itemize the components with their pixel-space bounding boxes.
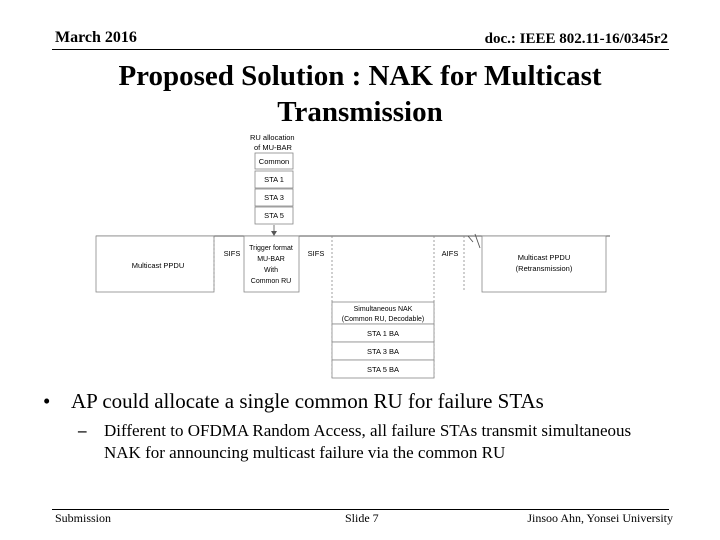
nak-header-line-2: (Common RU, Decodable): [341, 316, 425, 323]
ru-label-sta1: STA 1: [264, 175, 284, 184]
trigger-line-2: MU-BAR: [257, 256, 285, 263]
ru-allocation-label-2: of MU-BAR: [254, 143, 292, 152]
sifs1-label: SIFS: [223, 249, 241, 258]
footer-slide-number: Slide 7: [345, 511, 379, 525]
ru-label-sta5: STA 5: [264, 211, 284, 220]
nak-timing-diagram: [92, 128, 612, 384]
nak-row-sta3-label: STA 3 BA: [367, 347, 399, 356]
sub-bullet-dash-icon: –: [78, 421, 87, 440]
trigger-line-1: Trigger format: [249, 245, 293, 252]
header-date: March 2016: [55, 29, 137, 46]
slide-title-line-2: Transmission: [277, 96, 443, 128]
retransmission-line-1: Multicast PPDU: [517, 253, 571, 262]
footer-submission: Submission: [55, 511, 112, 525]
header-doc-id: doc.: IEEE 802.11-16/0345r2: [484, 31, 668, 47]
trigger-line-3: With: [264, 267, 278, 274]
multicast-ppdu-label: Multicast PPDU: [131, 261, 185, 270]
ru-label-common: Common: [258, 157, 290, 166]
slide-title: [60, 58, 660, 130]
footer-author: Jinsoo Ahn, Yonsei University: [527, 511, 673, 525]
bullet-dot-icon: •: [43, 389, 51, 413]
header-divider: [52, 49, 669, 50]
ru-label-sta3: STA 3: [264, 193, 284, 202]
aifs-label: AIFS: [441, 249, 459, 258]
sifs2-label: SIFS: [307, 249, 325, 258]
nak-row-sta1-label: STA 1 BA: [367, 329, 399, 338]
ru-arrow-head: [271, 231, 277, 236]
ru-allocation-label-1: RU allocation: [250, 133, 295, 142]
bullet-text: AP could allocate a single common RU for failure STAs: [71, 389, 544, 413]
sub-bullet-text: Different to OFDMA Random Access, all failure STAs transmit simultaneous NAK for announcing multicast failure via the common RU: [104, 421, 632, 462]
nak-row-sta5-label: STA 5 BA: [367, 365, 399, 374]
slide-title-line-1: Proposed Solution : NAK for Multicast: [118, 60, 602, 92]
retransmission-line-2: (Retransmission): [515, 264, 573, 273]
bullet-item: [43, 389, 683, 414]
trigger-line-4: Common RU: [250, 278, 292, 285]
footer-divider: [52, 509, 669, 510]
nak-header-line-1: Simultaneous NAK: [353, 306, 413, 313]
sub-bullet-item: [78, 420, 668, 464]
